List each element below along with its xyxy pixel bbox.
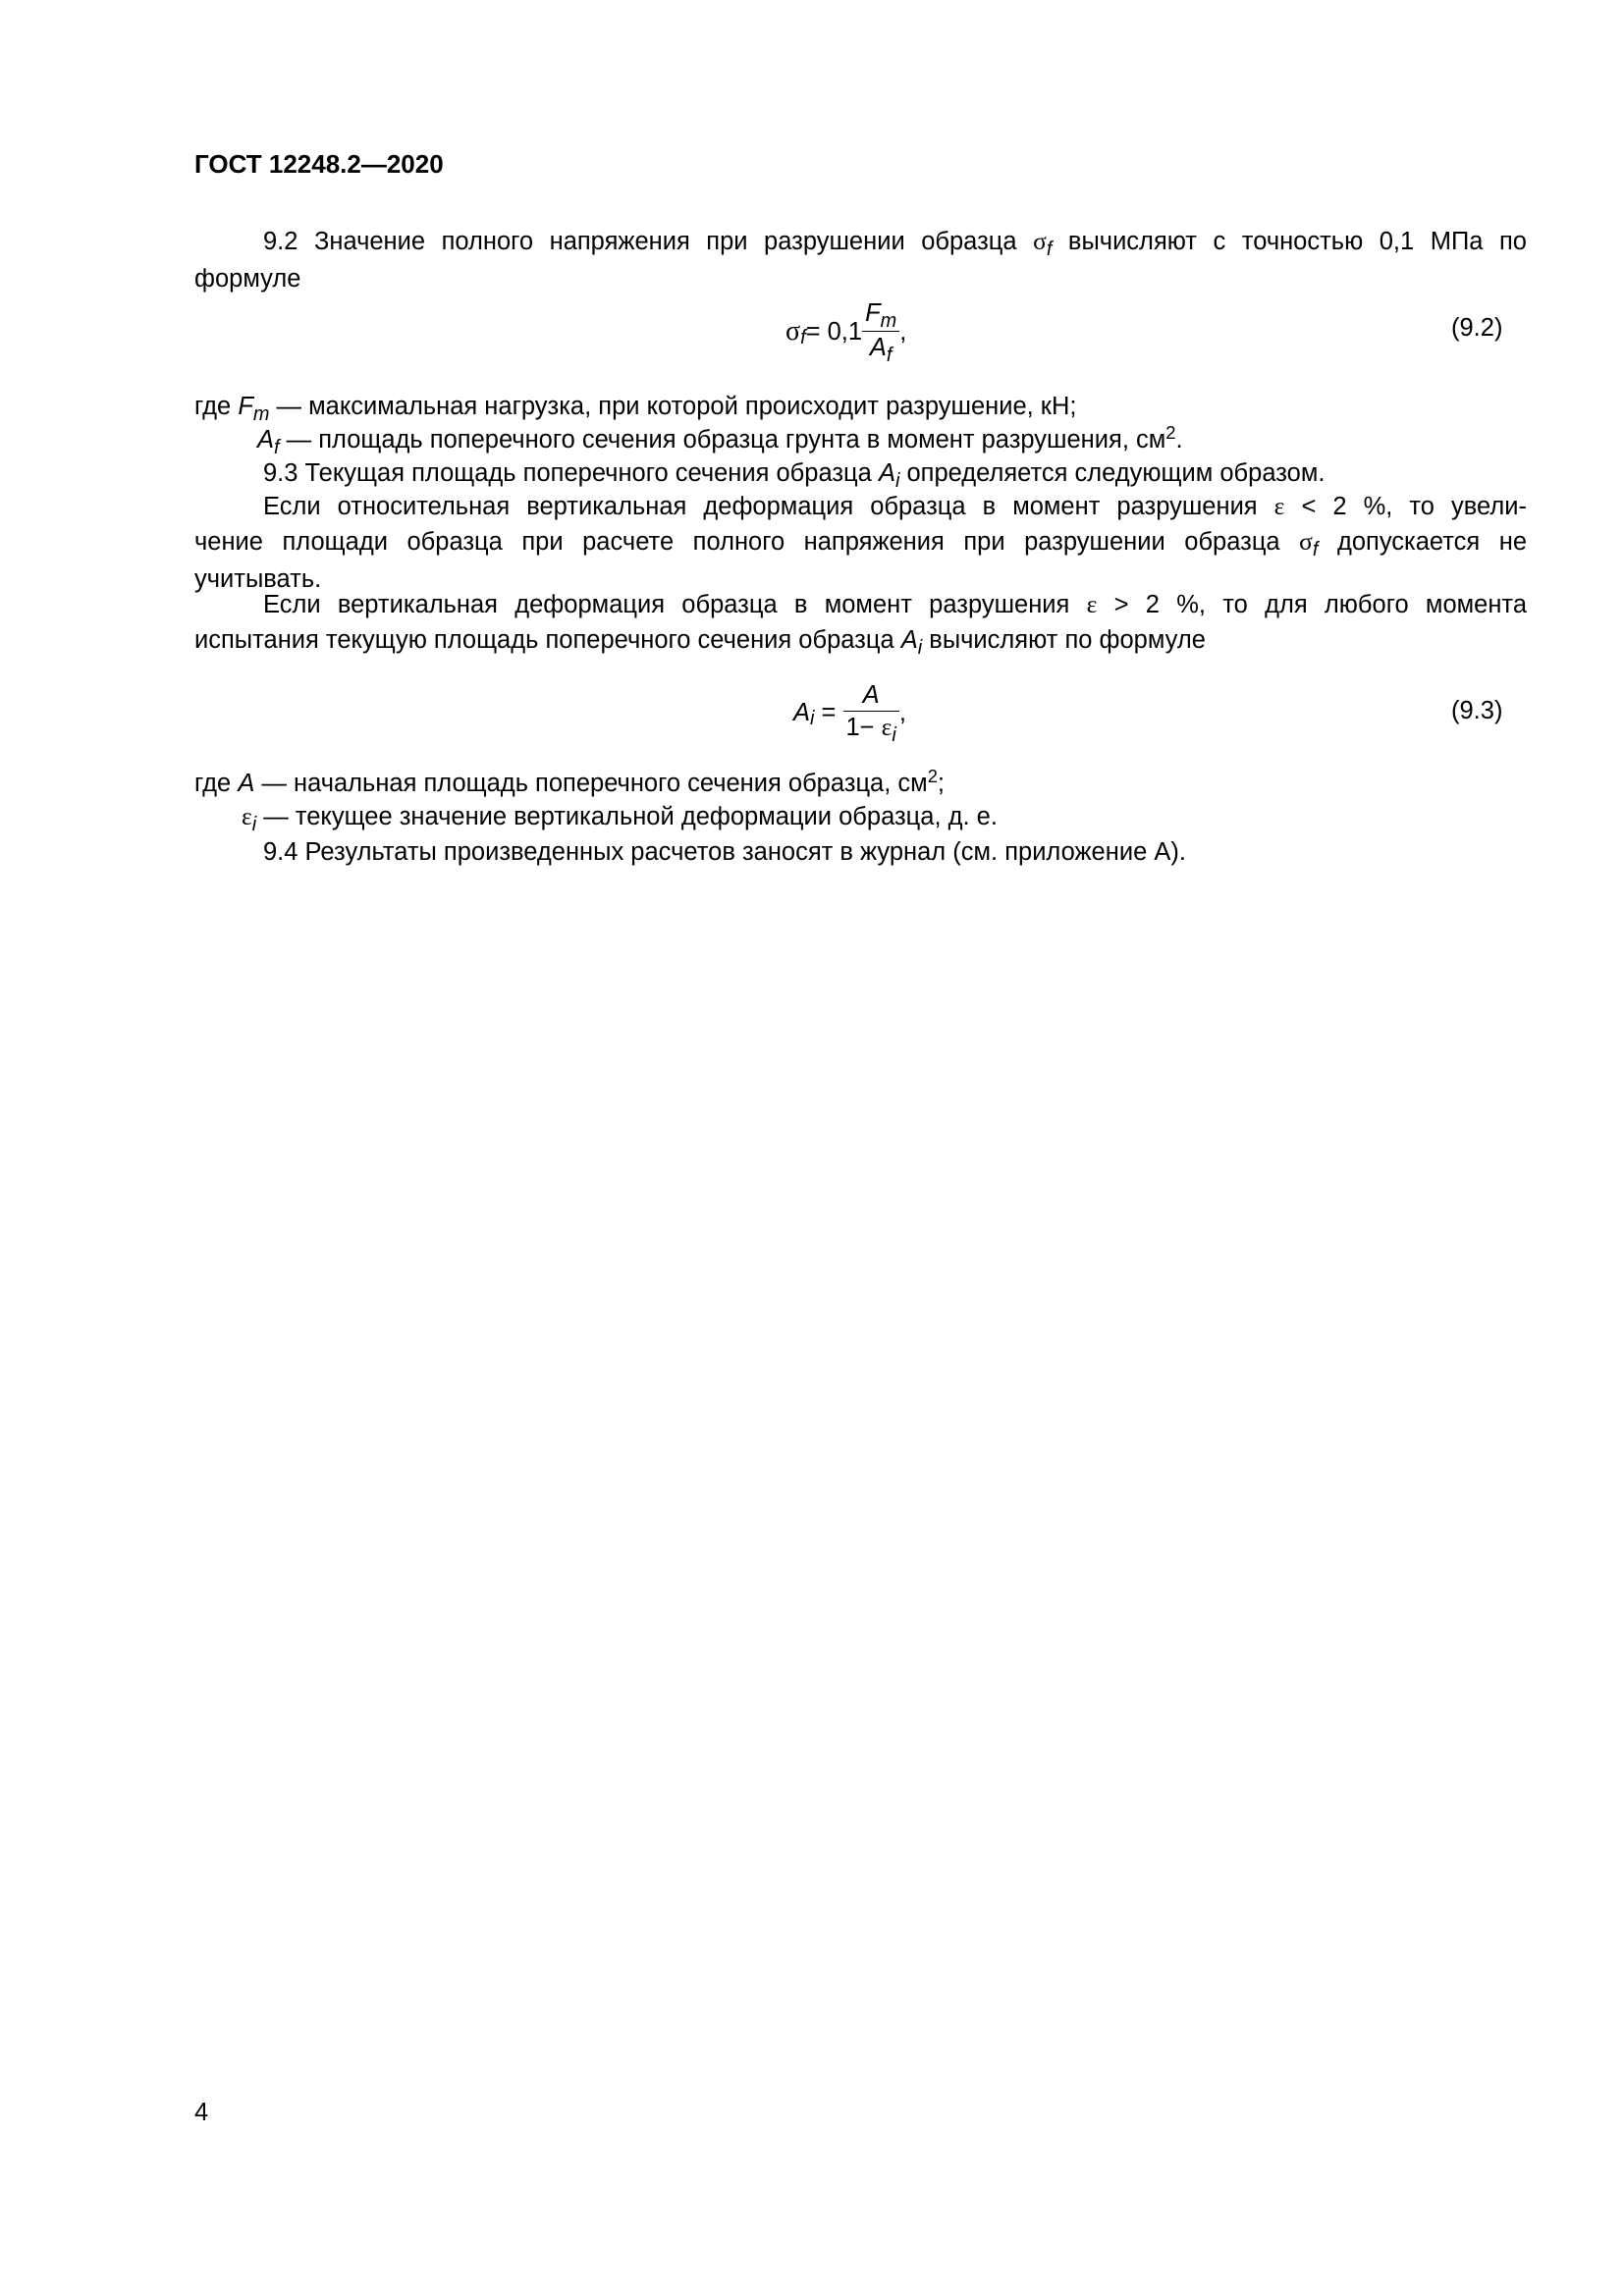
where-line-eps: $\varepsilon_i$ — текущее значение вертикальной деформации образца, д. е. [242,802,998,836]
equation-9-3: A i = $\frac{A}{1- \varepsilon_i}$ , [793,681,906,747]
page-number: 4 [194,2099,209,2126]
where-line-a: где A — начальная площадь поперечного сечения образца, $см^2$; [194,765,945,797]
paragraph-small-line-3: учитывать. [194,565,322,593]
paragraph-9-2-line-2: формуле [194,265,301,293]
paragraph-large-line-2: испытания текущую площадь поперечного сечения образца $A_i$ вычисляют по формуле [194,626,1206,660]
equation-9-2-fraction: $\frac{F_m}{A_f}$ [862,298,899,365]
equation-number-9-2: (9.2) [1451,314,1503,342]
paragraph-small-line-2: чение площади образца при расчете полного напряжения при разрушении образца $\sigma_f$ допускается не [194,527,1528,561]
paragraph-large-deformation [194,587,1527,660]
paragraph-small-line-1: Если относительная вертикальная деформация образца в момент разрушения ε < 2 %, то увели- [263,492,1527,520]
paragraph-9-3: 9.3 Текущая площадь поперечного сечения образца $A_i$ определяется следующим образом. [263,459,1326,493]
paragraph-9-4: 9.4 Результаты произведенных расчетов заносят в журнал (см. приложение А). [263,838,1186,866]
equation-9-3-fraction: $\frac{A}{1- \varepsilon_i}$ [843,680,899,745]
equation-9-2: σ f = 0,1 $\frac{F_m}{A_f}$ , [785,299,907,367]
paragraph-9-2 [194,224,1527,296]
equation-number-9-3: (9.3) [1451,697,1503,724]
where-line-fm: где $F_m$ — максимальная нагрузка, при которой происходит разрушение, кН; [194,393,1077,426]
paragraph-small-deformation [194,489,1527,597]
paragraph-large-line-1: Если вертикальная деформация образца в момент разрушения ε > 2 %, то для любого момента [263,590,1527,618]
paragraph-9-2-line-1: 9.2 Значение полного напряжения при разрушении образца $\sigma_f$ вычисляют с точностью 0,1 МПа по [263,227,1527,261]
where-line-af: $A_f$ — площадь поперечного сечения образца грунта в момент разрушения, $см^2$. [257,421,1183,459]
document-code: ГОСТ 12248.2—2020 [194,149,444,179]
